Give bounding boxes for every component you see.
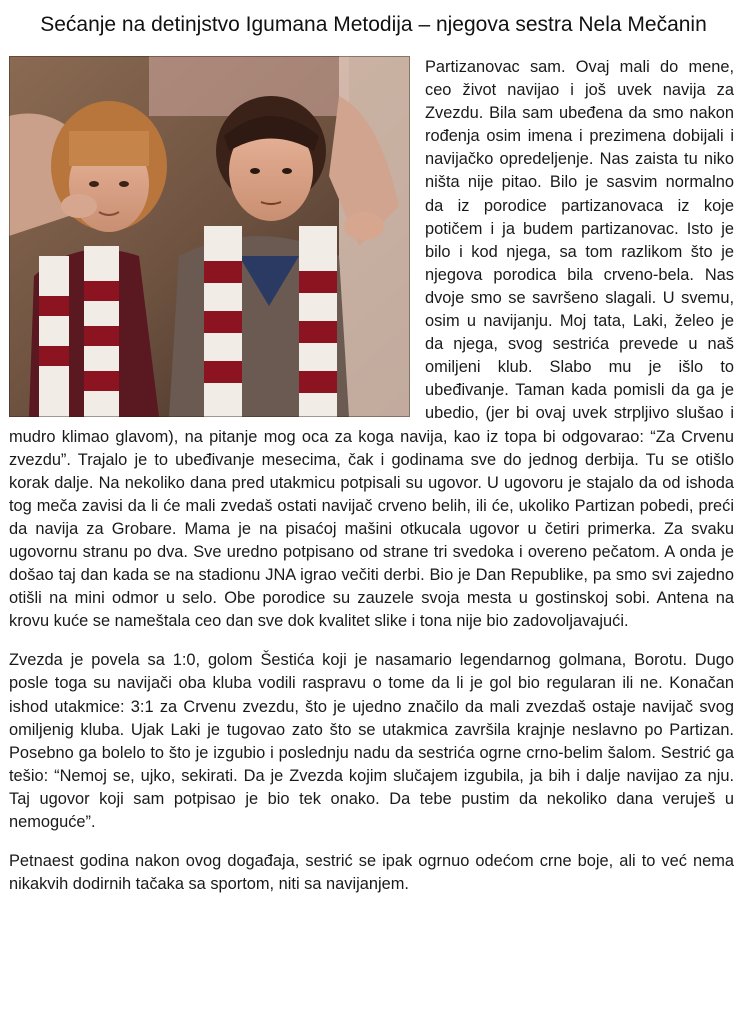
paragraph-2: Zvezda je povela sa 1:0, golom Šestića koji je nasamario legendarnog golmana, Borotu. Dugo posle toga su navijači oba kluba vodili raspravu o tome da li je gol bio regularan ili ne. Konačan ishod utakmice: 3:1 za Crvenu zvezdu, što je ujedno značilo da mali zvezdaš ostaje navijač svog omiljenig kluba. Ujak Laki je tugovao zato što se utakmica završila krajnje neslavno po Partizan. Posebno ga bolelo to što je izgubio i poslednju nadu da sestrića ogrne crno-belim šalom. Sestrić ga tešio: “Nemoj se, ujko, sekirati. Da je Zvezda kojim slučajem izgubila, ja bih i dalje navijao za nju. Taj ugovor koji sam potpisao je bio tek onako. Da tebe pustim da nekoliko dana veruješ u nemoguće”. (9, 651, 734, 831)
article-title: Sećanje na detinjstvo Igumana Metodija – njegova sestra Nela Mečanin (40, 13, 707, 36)
family-photo-icon (9, 56, 410, 417)
paragraph-3: Petnaest godina nakon ovog događaja, sestrić se ipak ogrnuo odećom crne boje, ali to već nema nikakvih dodirnih tačaka sa sportom, niti sa navijanjem. (9, 852, 734, 894)
article-body (9, 56, 734, 912)
paragraph-1: Partizanovac sam. Ovaj mali do mene, ceo život navijao i još uvek navija za Zvezdu. Bila sam ubeđena da smo nakon rođenja osim imena i prezimena dobijali i navijačko opredeljenje. Nas zaista tu niko ništa nije pitao. Bilo je sasvim normalno da iz porodice partizanovaca iz koje potičem i ja budem partizanovac. Isto je bilo i kod njega, sa tom razlikom što je njegova porodica bila crveno-bela. Nas dvoje smo se savršeno slagali. U svemu, osim u navijanju. Moj tata, Laki, želeo je da njega, svog sestrića prevede u naš omiljeni klub. Slabo mu je išlo to ubeđivanje. Taman kada pomisli da ga je ubedio, (jer bi ovaj uvek strpljivo slušao i mudro klimao glavom), na pitanje mog oca za koga navija, kao iz topa bi odgovarao: “Za Crvenu zvezdu”. Trajalo je to ubeđivanje mesecima, čak i godinama sve do jednog derbija. Tu se otišlo korak dalje. Na nekoliko dana pred utakmicu potpisali su ugovor. U ugovoru je stajalo da od ishoda tog meča zavisi da li će mali zvedaš ostati navijač crveno belih, ili će, ukoliko Partizan pobedi, preći da navija za Grobare. Mama je na pisaćoj mašini otkucala ugovor u četiri primerka. Za svaku ugovornu stranu po dva. Sve uredno potpisano od strane tri svedoka i overeno pečatom. A onda je došao taj dan kada se na stadionu JNA igrao večiti derbi. Bio je Dan Republike, pa smo svi zajedno otišli na mini odmor u selo. Obe porodice su zauzele svoja mesta u gostinskoj sobi. Antena na krovu kuće se nameštala ceo dan sve dok kvalitet slike i tona nije bio zadovoljavajući. (9, 58, 734, 631)
